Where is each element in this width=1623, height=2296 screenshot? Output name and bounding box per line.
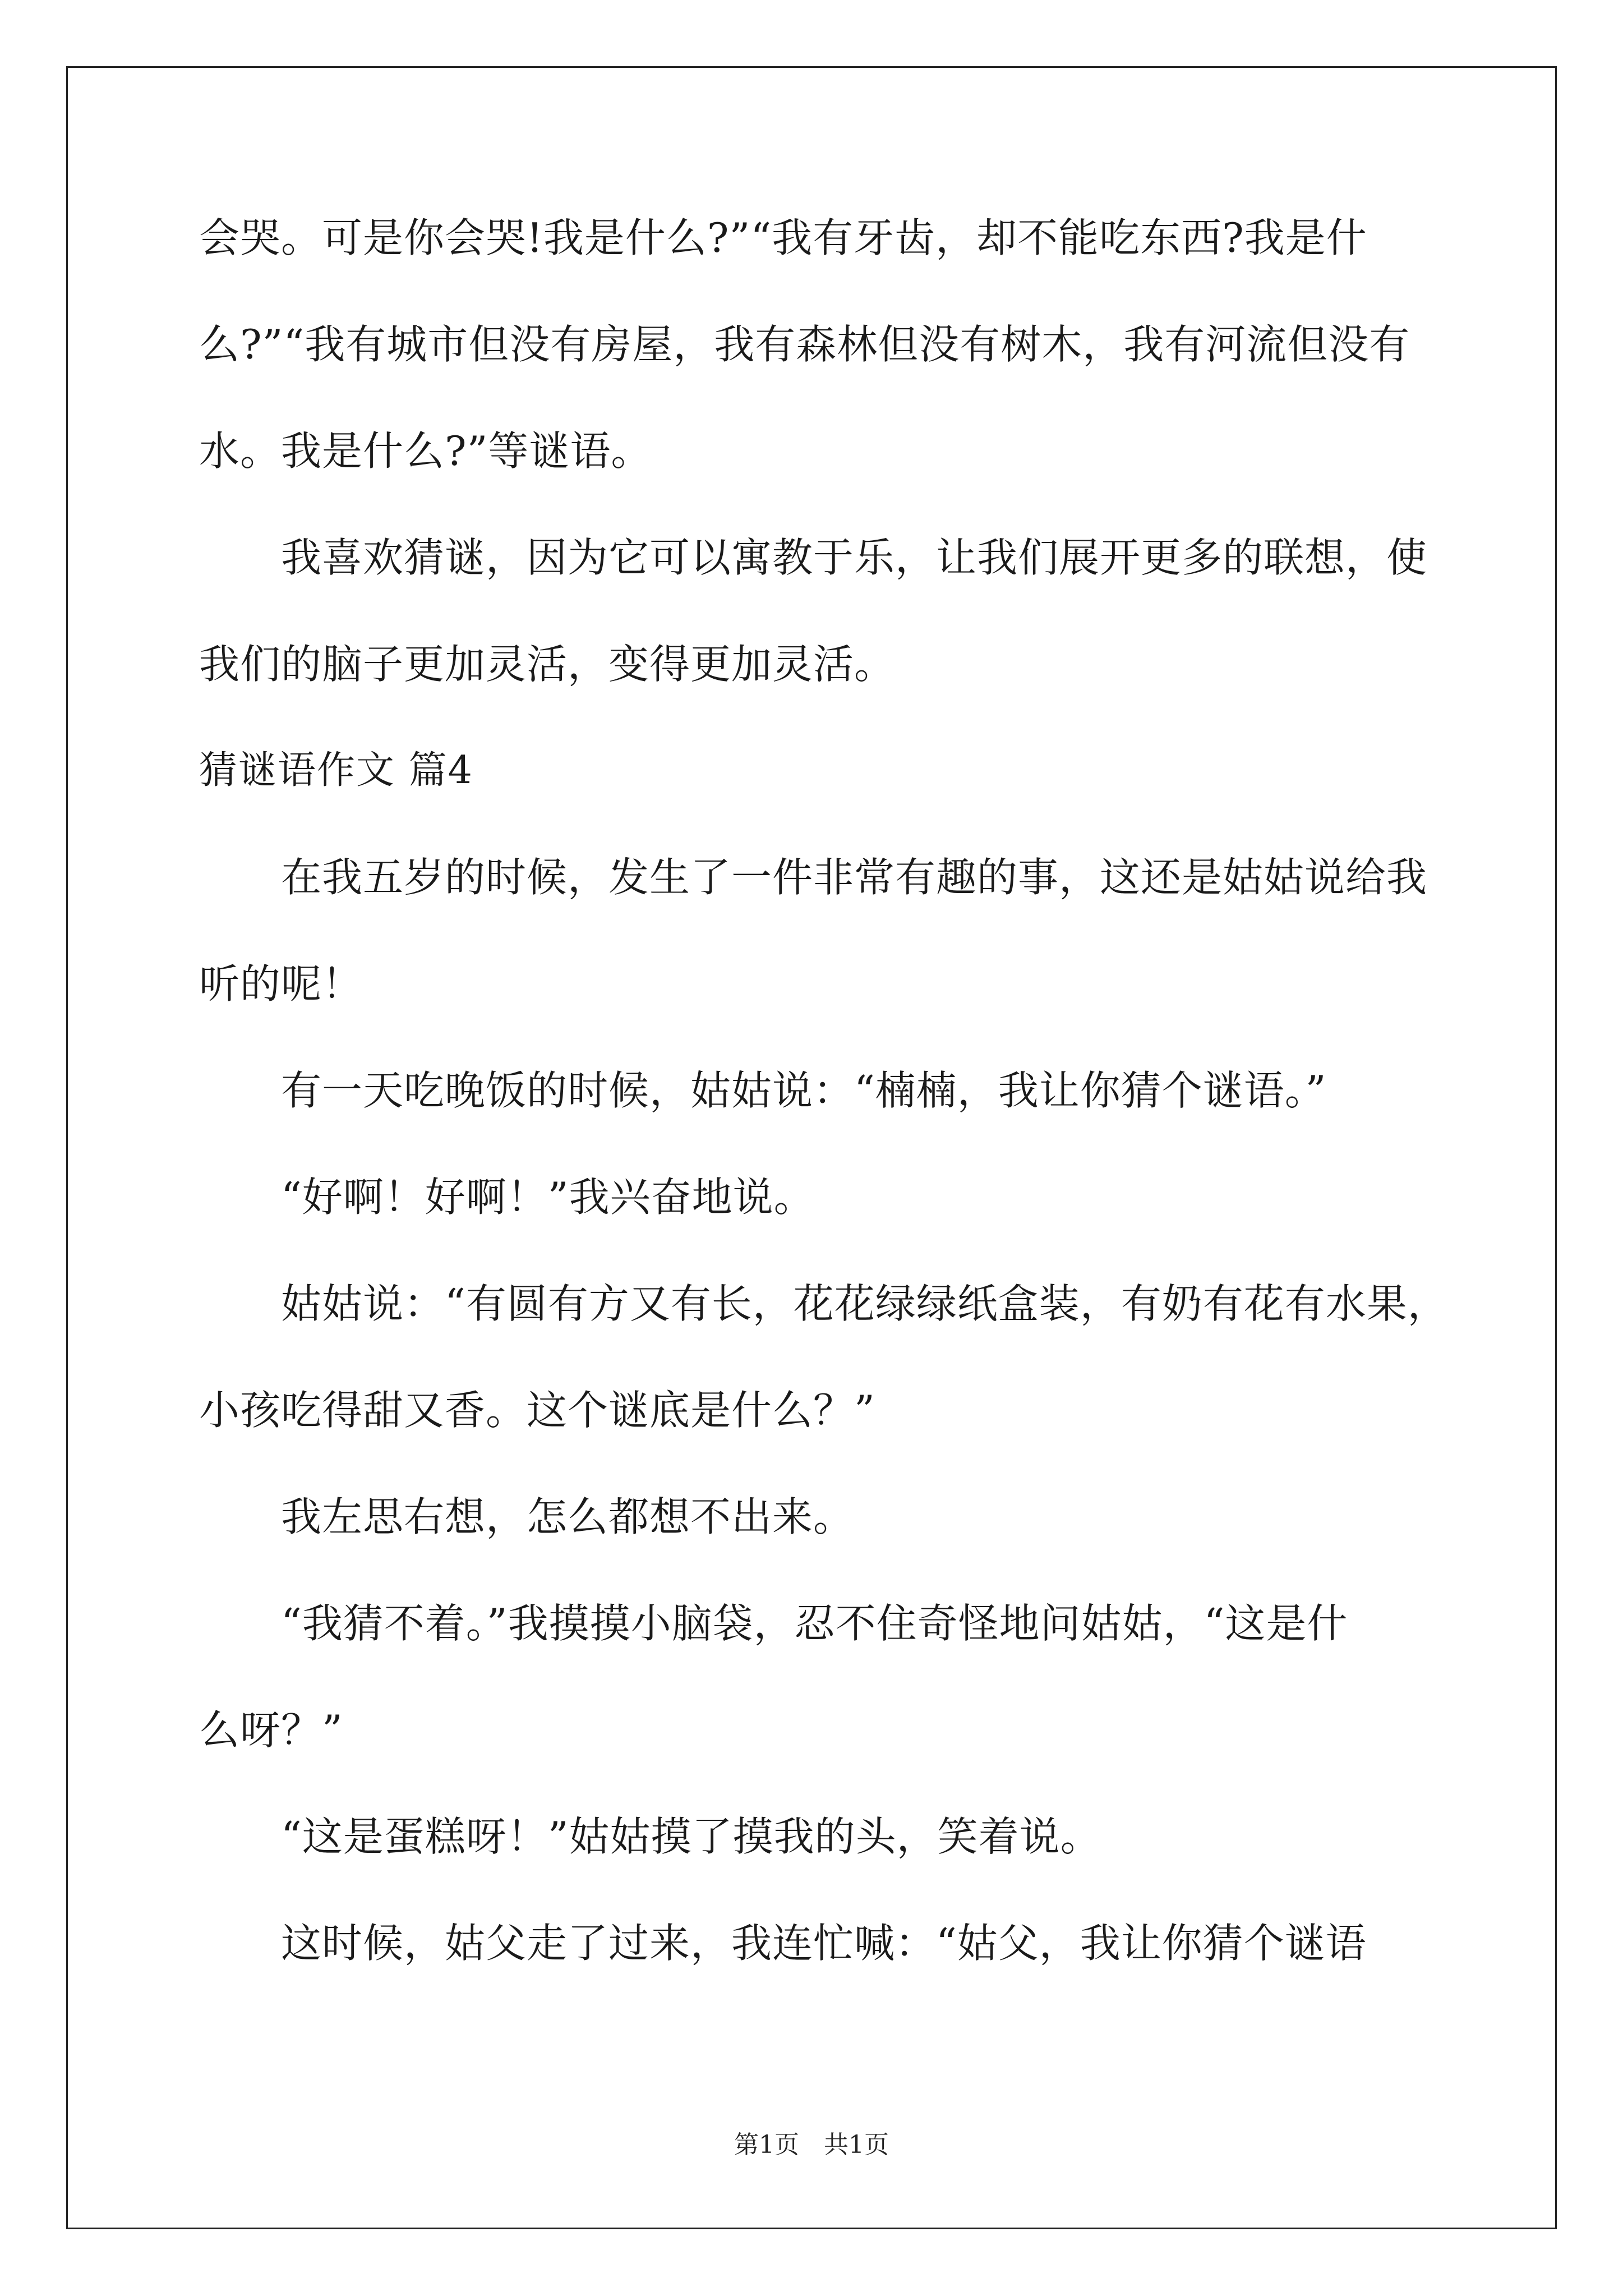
text-line: 我们的脑子更加灵活，变得更加灵活。 [199, 641, 896, 688]
text-line: 这时候，姑父走了过来，我连忙喊：“姑父，我让你猜个谜语 [199, 1920, 1367, 1967]
text-line: 水。我是什么?”等谜语。 [199, 427, 652, 475]
text-line: 我左思右想，怎么都想不出来。 [199, 1493, 855, 1540]
page-footer: 第1页 共1页 [734, 2131, 889, 2159]
text-line: 听的呢！ [199, 960, 363, 1007]
text-line: “好啊！好啊！”我兴奋地说。 [199, 1174, 815, 1221]
section-heading: 猜谜语作文 篇4 [199, 748, 473, 793]
text-line: 有一天吃晚饭的时候，姑姑说：“楠楠，我让你猜个谜语。” [199, 1067, 1327, 1114]
text-line: 么呀？” [199, 1706, 343, 1754]
text-line: 么?”“我有城市但没有房屋，我有森林但没有树木，我有河流但没有 [199, 321, 1410, 368]
text-line: 我喜欢猜谜，因为它可以寓教于乐，让我们展开更多的联想，使 [199, 534, 1428, 581]
text-line: 小孩吃得甜又香。这个谜底是什么？” [199, 1387, 875, 1434]
text-line: 姑姑说：“有圆有方又有长，花花绿绿纸盒装，有奶有花有水果， [199, 1280, 1449, 1327]
text-line: 会哭。可是你会哭!我是什么?”“我有牙齿，却不能吃东西?我是什 [199, 214, 1367, 261]
page-border [66, 66, 1557, 2229]
text-line: “我猜不着。”我摸摸小脑袋，忍不住奇怪地问姑姑，“这是什 [199, 1600, 1348, 1647]
text-line: 在我五岁的时候，发生了一件非常有趣的事，这还是姑姑说给我 [199, 854, 1428, 901]
text-line: “这是蛋糕呀！”姑姑摸了摸我的头，笑着说。 [199, 1813, 1101, 1860]
